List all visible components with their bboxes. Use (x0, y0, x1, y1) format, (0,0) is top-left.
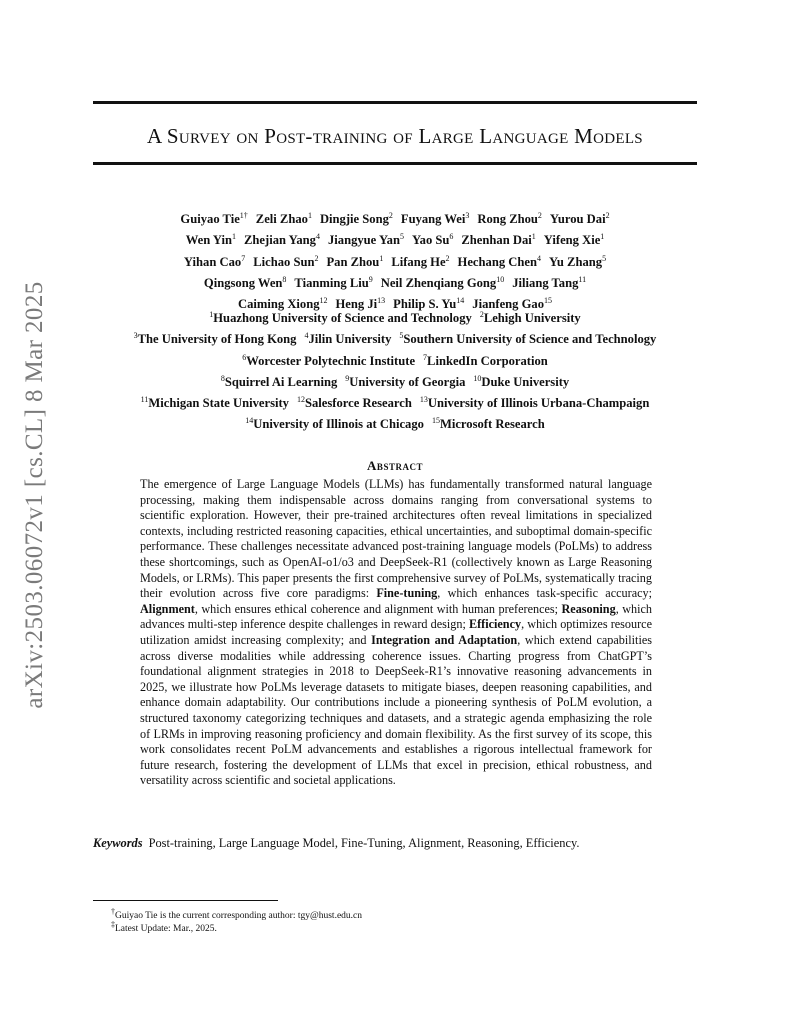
author-name: Qingsong Wen (203, 275, 283, 290)
author (549, 255, 606, 269)
keywords-label: Keywords (93, 836, 143, 850)
footnote-text: Latest Update: Mar., 2025. (115, 924, 217, 935)
author (320, 212, 393, 226)
affiliation-superscript: 6 (242, 352, 247, 362)
author-name: Pan Zhou (326, 254, 380, 269)
author-name: Jiangyue Yan (327, 233, 400, 248)
author-name: Neil Zhenqiang Gong (380, 275, 497, 290)
abstract-keyword: Integration and Adaptation (371, 632, 518, 647)
affiliation-superscript: 12 (296, 394, 305, 404)
affiliation-superscript: 7 (423, 352, 428, 362)
author-name: Zhejian Yang (244, 233, 316, 248)
author-superscript: 8 (282, 274, 287, 284)
author (461, 233, 535, 247)
affiliation-superscript: 1 (209, 310, 214, 319)
affiliation-name: Salesforce Research (304, 395, 412, 410)
author-name: Jiliang Tang (512, 275, 579, 290)
author (391, 255, 449, 269)
abstract-text: , which advances multi-step inference despite challenges in reward design; (140, 601, 652, 632)
author-superscript: 5 (602, 253, 607, 263)
author-name: Zeli Zhao (255, 212, 308, 227)
affiliation-name: Microsoft Research (439, 417, 545, 432)
author (186, 233, 236, 247)
affiliation (245, 417, 424, 431)
affiliation-name: Duke University (481, 374, 570, 389)
author-superscript: 10 (496, 274, 505, 284)
affiliation-superscript: 14 (245, 415, 254, 425)
affiliation-name: Southern University of Science and Technology (403, 332, 657, 347)
affiliation-superscript: 4 (304, 331, 309, 341)
affiliation (304, 332, 391, 346)
author-superscript: 1 (307, 211, 312, 220)
author-name: Yifeng Xie (543, 233, 601, 248)
author-name: Yu Zhang (548, 254, 603, 269)
affiliation-name: Worcester Polytechnic Institute (246, 353, 416, 368)
author-name: Philip S. Yu (393, 296, 457, 311)
affiliation-line (93, 306, 697, 327)
affiliation (209, 311, 472, 325)
author (204, 276, 287, 290)
author (477, 212, 542, 226)
abstract-text: , which extend capabilities across diverse modalities while addressing coherence issues. Charting progress from ChatGPT’s foundational alignment strategies in 2018 to DeepSeek-R1’s innovative reasoning advancements in 2025, we illustrate how PoLMs leverage datasets to mitigate biases, deepen reasoning capabilities, and enhance domain adaptability. Our contributions include a pioneering synthesis of PoLM evolution, a structured taxonomy categorizing techniques and datasets, and a strategic agenda emphasizing the role of LRMs in improving reasoning proficiency and domain flexibility. As the first survey of its scope, this work consolidates recent PoLM advancements and establishes a rigorous intellectual framework for future research, fostering the development of LLMs that excel in precision, ethical robustness, and versatility across scientific and societal applications. (140, 632, 652, 788)
affiliation-superscript: 11 (140, 394, 149, 404)
author (512, 276, 586, 290)
author-superscript: 15 (544, 295, 553, 305)
author-line (93, 249, 697, 270)
footnote-mark: ‡ (111, 920, 115, 929)
author-superscript: 4 (536, 253, 541, 263)
author-superscript: 7 (241, 253, 246, 263)
affiliation (134, 332, 297, 346)
author-superscript: 1 (531, 232, 536, 242)
author-name: Yao Su (411, 233, 450, 248)
author-superscript: 6 (449, 232, 454, 242)
author-superscript: 14 (456, 295, 465, 305)
affiliation-name: University of Georgia (349, 374, 466, 389)
title-top-rule (93, 101, 697, 104)
footnote-rule (93, 900, 278, 901)
affiliation-list (93, 306, 697, 433)
author-name: Hechang Chen (457, 254, 537, 269)
author-line (93, 228, 697, 249)
author-name: Guiyao Tie (180, 212, 240, 227)
affiliation-superscript: 8 (220, 373, 225, 383)
affiliation (297, 396, 412, 410)
affiliation-name: Squirrel Ai Learning (224, 374, 338, 389)
author (184, 255, 245, 269)
author-superscript: 12 (319, 295, 328, 305)
author-line (93, 207, 697, 228)
author (253, 255, 318, 269)
author-superscript: 4 (315, 232, 320, 242)
affiliation (221, 375, 337, 389)
author (544, 233, 605, 247)
author-line (93, 271, 697, 292)
affiliation (423, 354, 548, 368)
abstract-heading: Abstract (367, 458, 423, 473)
author-name: Caiming Xiong (237, 296, 320, 311)
author-name: Heng Ji (335, 296, 378, 311)
affiliation-name: Jilin University (308, 332, 392, 347)
author (401, 212, 470, 226)
author-name: Fuyang Wei (400, 212, 466, 227)
affiliation (141, 396, 289, 410)
footnote-mark: † (111, 907, 115, 916)
footnote-text: Guiyao Tie is the current corresponding author: tgy@hust.edu.cn (115, 911, 362, 922)
author-superscript: 3 (465, 211, 470, 220)
author-name: Jianfeng Gao (472, 296, 545, 311)
affiliation-name: The University of Hong Kong (137, 332, 297, 347)
author (180, 212, 247, 226)
keywords-text: Post-training, Large Language Model, Fine-Tuning, Alignment, Reasoning, Efficiency. (148, 836, 580, 850)
arxiv-side-identifier (0, 0, 60, 1024)
affiliation-superscript: 15 (431, 415, 440, 425)
author-superscript: 9 (368, 274, 373, 284)
affiliation-line (93, 412, 697, 433)
affiliation (242, 354, 415, 368)
arxiv-identifier-text: arXiv:2503.06072v1 [cs.CL] 8 Mar 2025 (21, 281, 48, 709)
affiliation (473, 375, 569, 389)
author-name: Tianming Liu (294, 275, 369, 290)
affiliation-name: Huazhong University of Science and Technology (213, 311, 472, 326)
author-name: Yihan Cao (183, 254, 242, 269)
author-superscript: 2 (537, 211, 542, 220)
affiliation-name: University of Illinois at Chicago (253, 417, 424, 432)
author-name: Yurou Dai (549, 212, 606, 227)
affiliation-name: LinkedIn Corporation (427, 353, 548, 368)
author-name: Rong Zhou (477, 212, 538, 227)
author-superscript: 2 (605, 211, 610, 220)
affiliation-line (93, 370, 697, 391)
affiliation-line (93, 327, 697, 348)
affiliation-name: Michigan State University (148, 395, 289, 410)
author-superscript: 1 (600, 232, 605, 242)
affiliation (432, 417, 545, 431)
footnote-latest-update (111, 920, 217, 934)
affiliation-line (93, 391, 697, 412)
author-name: Zhenhan Dai (461, 233, 532, 248)
author (326, 255, 383, 269)
author (550, 212, 610, 226)
author-list (93, 207, 697, 313)
author-name: Dingjie Song (319, 212, 389, 227)
abstract-body (140, 477, 652, 789)
author-name: Lifang He (391, 254, 446, 269)
author-superscript: 1 (379, 253, 384, 263)
author-superscript: 2 (314, 253, 319, 263)
abstract-text: , which ensures ethical coherence and alignment with human preferences; (194, 601, 562, 616)
author (294, 276, 372, 290)
affiliation (480, 311, 581, 325)
author (458, 255, 541, 269)
author-name: Wen Yin (185, 233, 233, 248)
affiliation-superscript: 3 (133, 331, 138, 341)
author (381, 276, 504, 290)
abstract-text: The emergence of Large Language Models (LLMs) has fundamentally transformed natural language processing, making them indispensable across domains ranging from conversational systems to scientific exploration. However, their pre-trained architectures often reveal limitations in specialized contexts, including restricted reasoning capacities, ethical uncertainties, and suboptimal domain-specific performance. These challenges necessitate advanced post-training language models (PoLMs) to address these shortcomings, such as OpenAI-o1/o3 and DeepSeek-R1 (collectively known as Large Reasoning Models, or LRMs). This paper presents the first comprehensive survey of PoLMs, systematically tracing their evolution across five core paradigms: (140, 477, 652, 601)
author (328, 233, 404, 247)
abstract-text: , which optimizes resource utilization amidst increasing complexity; and (140, 617, 652, 647)
affiliation-superscript: 9 (345, 373, 350, 383)
author-superscript: 5 (399, 232, 404, 242)
author-name: Lichao Sun (253, 254, 315, 269)
author-superscript: 1 (232, 232, 237, 242)
author-superscript: 1† (239, 211, 248, 220)
author (256, 212, 312, 226)
affiliation-superscript: 10 (473, 373, 482, 383)
affiliation-line (93, 348, 697, 369)
author (412, 233, 453, 247)
title-bottom-rule (93, 162, 697, 165)
affiliation-superscript: 5 (399, 331, 404, 341)
affiliation-superscript: 13 (419, 394, 428, 404)
affiliation-name: Lehigh University (483, 311, 581, 326)
abstract-keyword: Reasoning (561, 601, 616, 616)
abstract-text: , which enhances task-specific accuracy; (437, 586, 652, 601)
affiliation (345, 375, 465, 389)
author-superscript: 2 (445, 253, 450, 263)
author-superscript: 11 (578, 274, 587, 284)
abstract-keyword: Efficiency (468, 617, 522, 632)
paper-title: A Survey on Post-training of Large Language Models (147, 124, 643, 148)
author (244, 233, 320, 247)
affiliation (399, 332, 656, 346)
author-superscript: 13 (377, 295, 386, 305)
author-superscript: 2 (388, 211, 393, 220)
abstract-keyword: Alignment (140, 601, 195, 616)
affiliation-name: University of Illinois Urbana-Champaign (427, 395, 650, 410)
abstract-keyword: Fine-tuning (376, 586, 438, 601)
affiliation (420, 396, 649, 410)
affiliation-superscript: 2 (479, 310, 484, 319)
keywords-line (93, 836, 713, 851)
